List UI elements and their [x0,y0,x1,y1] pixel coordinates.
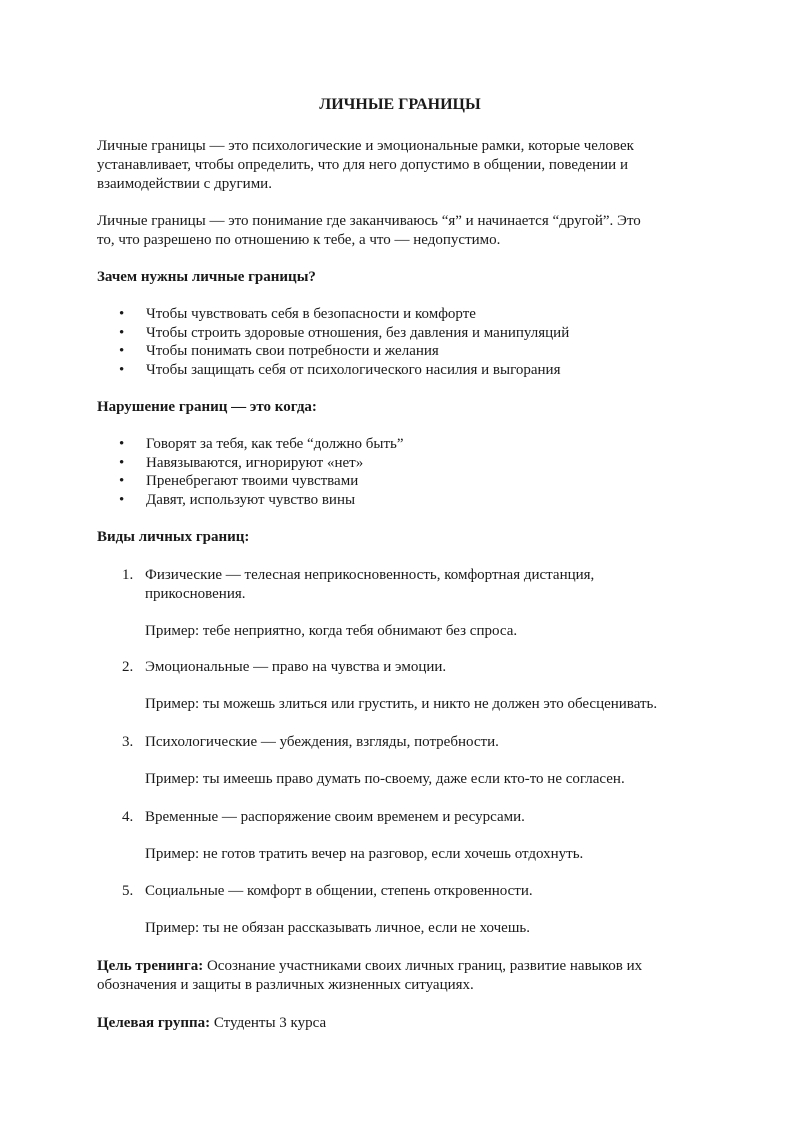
intro-paragraph-1 [97,137,717,194]
bullet-icon: • [119,306,125,322]
item-text: Эмоциональные — право на чувства и эмоции. [145,659,447,675]
page-title: ЛИЧНЫЕ ГРАНИЦЫ [319,96,481,113]
text-line: устанавливает, чтобы определить, что для него допустимо в общении, поведении и [97,157,628,173]
list-item: • Чтобы защищать себя от психологического насилия и выгорания [119,362,561,379]
violation-heading: Нарушение границ — это когда: [97,399,317,415]
text-line: Личные границы — это психологические и эмоциональные рамки, которые человек [97,138,634,154]
list-item: • Говорят за тебя, как тебе “должно быть” [119,436,404,452]
types-example-5: Пример: ты не обязан рассказывать личное, если не хочешь. [145,920,530,936]
list-item: • Чтобы строить здоровые отношения, без давления и манипуляций [119,324,570,341]
goal-paragraph [97,957,717,995]
item-text: Временные — распоряжение своим временем и ресурсами. [145,809,525,825]
text-line: взаимодействии с другими. [97,176,272,192]
item-text: Социальные — комфорт в общении, степень откровенности. [145,883,533,899]
list-item: • Давят, используют чувство вины [119,492,356,509]
types-item-4 [97,808,717,827]
types-item-5 [97,882,717,901]
types-item-2 [97,658,717,677]
item-number: 5. [122,883,134,899]
text-line: обозначения и защиты в различных жизненных ситуациях. [97,977,474,993]
list-item: • Чтобы понимать свои потребности и желания [119,343,439,360]
item-number: 3. [122,734,134,750]
intro-paragraph-2 [97,212,717,250]
item-text: Физические — телесная неприкосновенность, комфортная дистанция, прикосновения. [145,567,595,602]
item-text: Психологические — убеждения, взгляды, потребности. [145,734,499,750]
why-heading: Зачем нужны личные границы? [97,269,316,285]
item-number: 1. [122,567,134,583]
types-heading: Виды личных границ: [97,529,250,545]
list-item: • Чтобы чувствовать себя в безопасности и комфорте [119,306,476,322]
text-line: Цель тренинга: Осознание участниками своих личных границ, развитие навыков их [97,958,643,974]
list-item: • Пренебрегают твоими чувствами [119,473,359,490]
goal-label: Цель тренинга: [97,958,204,974]
bullet-icon: • [119,362,125,379]
audience-label: Целевая группа: [97,1015,211,1031]
bullet-icon: • [119,436,125,452]
audience-paragraph: Целевая группа: Студенты 3 курса [97,1015,327,1031]
types-item-3 [97,733,717,752]
item-number: 2. [122,659,134,675]
why-list [97,305,717,380]
types-example-3: Пример: ты имеешь право думать по-своему, даже если кто-то не согласен. [145,771,625,787]
types-example-1: Пример: тебе неприятно, когда тебя обнимают без спроса. [145,623,518,639]
text-line: то, что разрешено по отношению к тебе, а что — недопустимо. [97,232,501,248]
bullet-icon: • [119,454,125,471]
violation-list [97,435,717,510]
text-line: Личные границы — это понимание где заканчиваюсь “я” и начинается “другой”. Это [97,213,641,229]
item-number: 4. [122,809,134,825]
bullet-icon: • [119,492,125,509]
bullet-icon: • [119,343,125,360]
types-item-1 [97,566,717,604]
bullet-icon: • [119,473,125,490]
list-item: • Навязываются, игнорируют «нет» [119,454,364,471]
types-example-4: Пример: не готов тратить вечер на разговор, если хочешь отдохнуть. [145,846,584,862]
bullet-icon: • [119,324,125,341]
types-example-2: Пример: ты можешь злиться или грустить, и никто не должен это обесценивать. [145,696,658,712]
